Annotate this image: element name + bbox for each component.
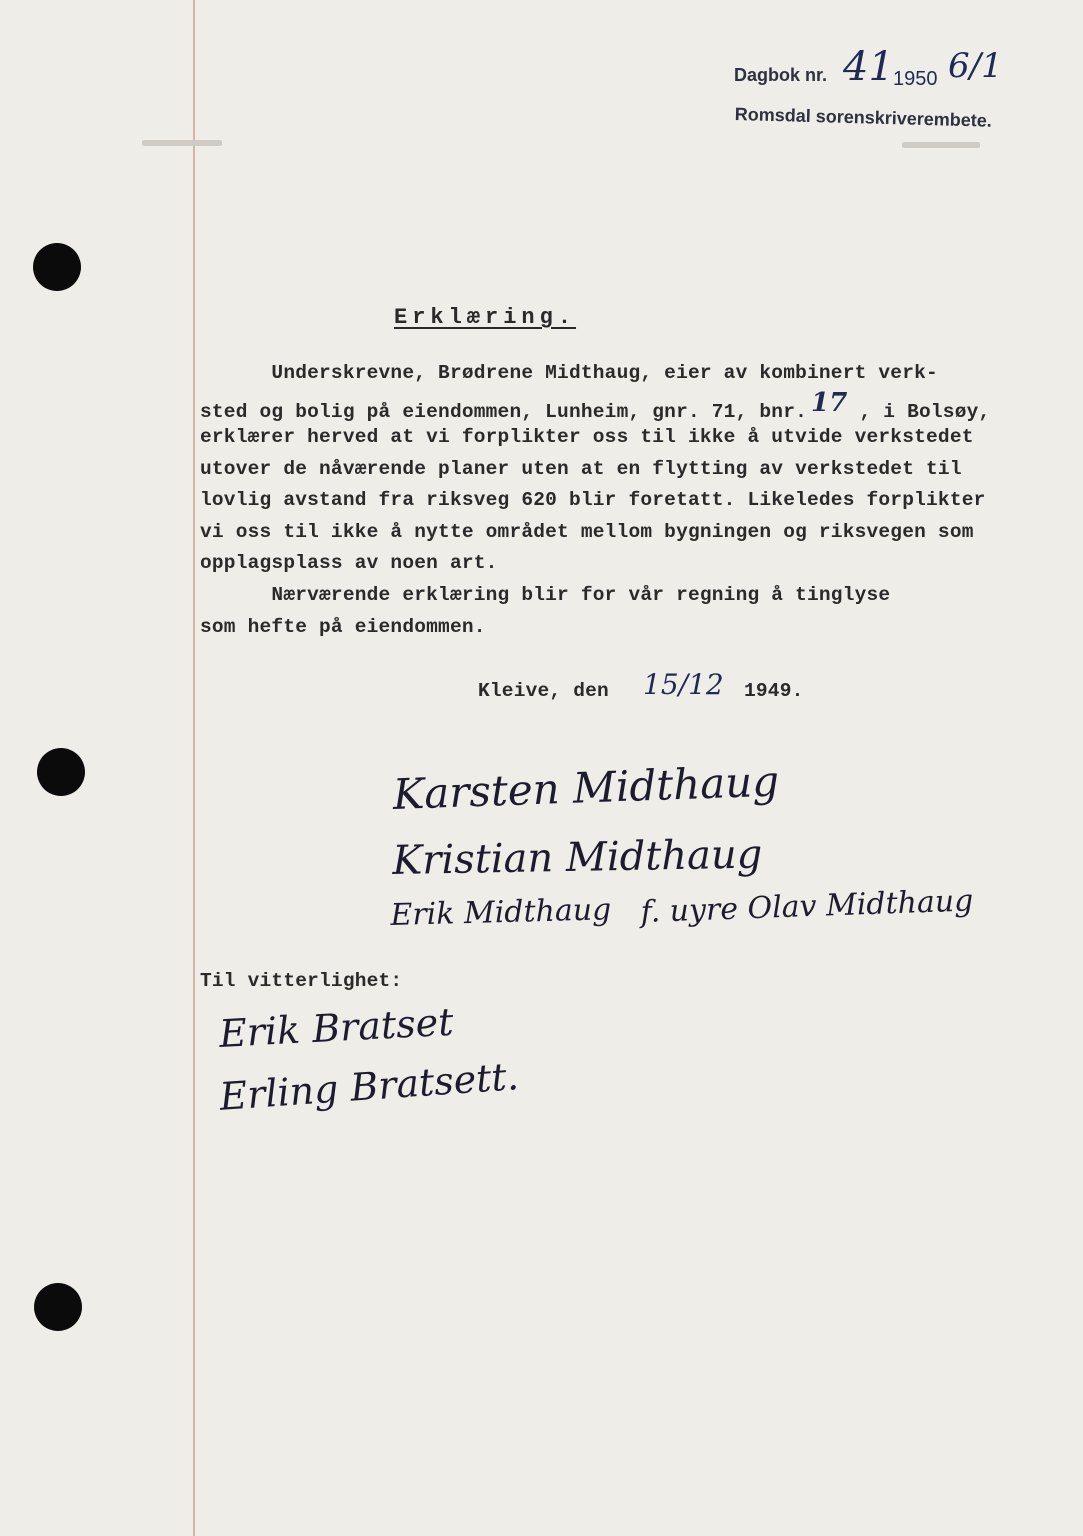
body-line: Underskrevne, Brødrene Midthaug, eier av kombinert verk- <box>200 362 938 384</box>
signature: Erik Midthaug <box>390 892 612 933</box>
signature: Kristian Midthaug <box>392 831 763 884</box>
punch-hole <box>33 243 81 291</box>
witness-signature: Erik Bratset <box>218 999 455 1056</box>
body-line-text: sted og bolig på eiendommen, Lunheim, gnr. 71, bnr. <box>200 401 807 423</box>
margin-line <box>193 0 195 1536</box>
body-line: som hefte på eiendommen. <box>200 616 486 638</box>
punch-hole <box>37 748 85 796</box>
place-date-prefix: Kleive, den <box>478 680 609 702</box>
dagbok-label: Dagbok nr. <box>734 65 828 85</box>
document-title: Erklæring. <box>394 305 577 330</box>
body-line: vi oss til ikke å nytte området mellom bygningen og riksvegen som <box>200 521 974 543</box>
body-line: opplagsplass av noen art. <box>200 552 498 574</box>
punch-hole <box>34 1283 82 1331</box>
body-line: erklærer herved at vi forplikter oss til ikke å utvide verkstedet <box>200 426 974 448</box>
body-line: utover de nåværende planer uten at en flytting av verkstedet til <box>200 458 962 480</box>
body-line <box>200 388 991 424</box>
signature: f. uyre Olav Midthaug <box>640 883 974 930</box>
faint-mark <box>142 140 222 146</box>
witness-signature: Erling Bratsett. <box>218 1054 521 1119</box>
body-line-tail: , i Bolsøy, <box>847 401 991 423</box>
dagbok-number: 41 <box>843 44 894 90</box>
handwritten-date: 15/12 <box>643 668 724 701</box>
stamp-office: Romsdal sorenskriverembete. <box>734 104 993 131</box>
body-line: lovlig avstand fra riksveg 620 blir foretatt. Likeledes forplikter <box>200 489 986 511</box>
stamp-date-note: 6/1 <box>948 46 1003 86</box>
faint-mark <box>902 142 980 148</box>
bnr-handwritten: 17 <box>811 388 848 418</box>
signature: Karsten Midthaug <box>392 756 780 819</box>
witness-label: Til vitterlighet: <box>200 970 403 992</box>
stamp-year: 1950 <box>893 68 938 90</box>
place-date-year: 1949. <box>744 680 804 702</box>
body-line: Nærværende erklæring blir for vår regning å tinglyse <box>200 584 891 606</box>
